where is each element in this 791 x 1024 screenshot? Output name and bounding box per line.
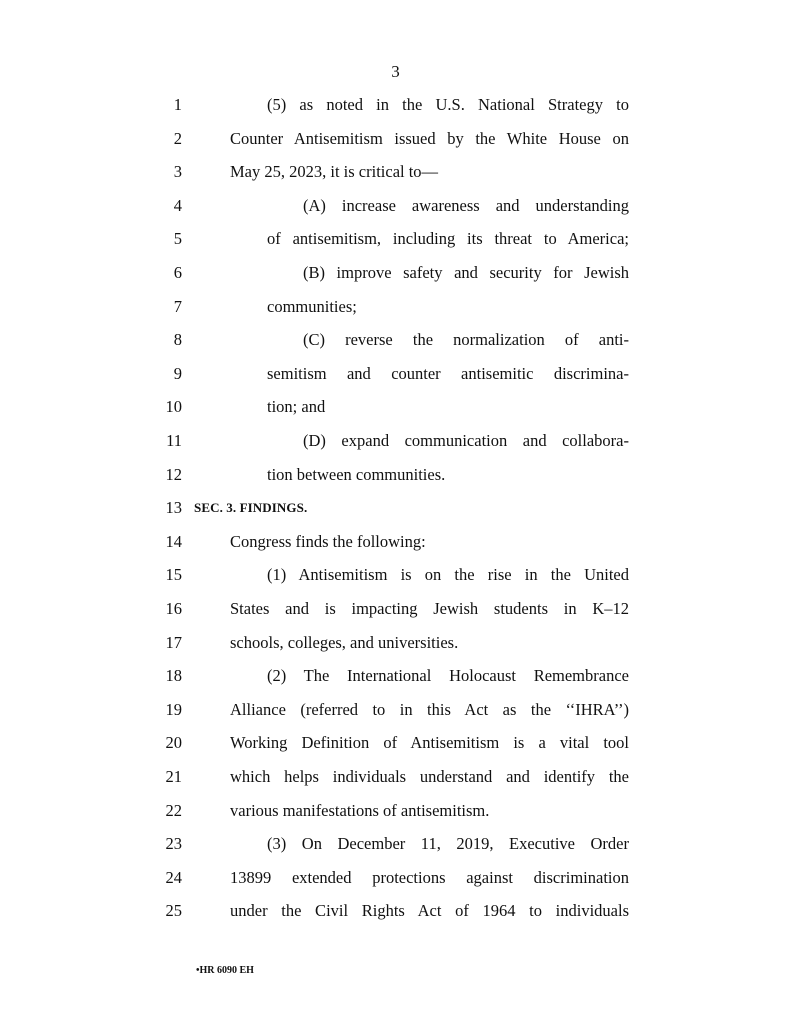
- line-text: May 25, 2023, it is critical to—: [230, 162, 439, 182]
- line-number: 6: [173, 263, 182, 282]
- line-number: 5: [173, 229, 182, 249]
- line-number: 13: [165, 498, 182, 518]
- line-text: Congress finds the following:: [230, 531, 426, 551]
- line-text: 13899 extended protections against discrimination: [230, 867, 629, 887]
- line-number: 19: [165, 699, 182, 719]
- line-text: schools, colleges, and universities.: [230, 632, 459, 652]
- text-line: [0, 530, 791, 554]
- line-text: (A) increase awareness and understanding: [303, 195, 629, 215]
- line-text: (C) reverse the normalization of anti-: [303, 330, 629, 350]
- line-number: 17: [165, 632, 182, 652]
- line-text: (5) as noted in the U.S. National Strategy to: [267, 95, 629, 114]
- text-line: [0, 832, 791, 856]
- line-number: 21: [165, 767, 182, 786]
- line-number: 10: [165, 397, 182, 417]
- line-number: 12: [165, 464, 182, 484]
- text-line: [0, 362, 791, 386]
- line-text: Counter Antisemitism issued by the White House on: [230, 128, 629, 148]
- text-line: [0, 395, 791, 419]
- line-number: 23: [165, 834, 182, 854]
- text-line: [0, 631, 791, 655]
- line-text: semitism and counter antisemitic discrimina-: [267, 363, 629, 383]
- text-line: [0, 160, 791, 184]
- line-number: 18: [165, 666, 182, 686]
- text-line: [0, 799, 791, 823]
- line-text: tion between communities.: [267, 464, 446, 484]
- text-line: [0, 765, 791, 789]
- line-text: various manifestations of antisemitism.: [230, 800, 490, 820]
- line-number: 4: [173, 195, 182, 215]
- text-line: [0, 328, 791, 352]
- line-number: 14: [165, 531, 182, 551]
- line-text: (1) Antisemitism is on the rise in the United: [267, 565, 629, 585]
- text-line: [0, 261, 791, 285]
- text-line: [0, 563, 791, 587]
- line-number: 16: [165, 599, 182, 618]
- line-number: 1: [173, 95, 182, 114]
- line-number: 7: [173, 296, 182, 316]
- line-text: which helps individuals understand and identify the: [230, 767, 629, 786]
- line-text: tion; and: [267, 397, 326, 417]
- text-line: [0, 597, 791, 621]
- line-number: 15: [165, 565, 182, 585]
- text-line: [0, 866, 791, 890]
- line-text: Alliance (referred to in this Act as the ‘‘IHRA’’): [230, 699, 629, 719]
- text-line: [0, 899, 791, 923]
- text-line: [0, 463, 791, 487]
- line-text: (B) improve safety and security for Jewish: [303, 263, 629, 282]
- bill-identifier-footer: •HR 6090 EH: [196, 965, 254, 976]
- text-line: [0, 93, 791, 117]
- text-line: [0, 194, 791, 218]
- line-number: 11: [166, 431, 182, 450]
- line-number: 25: [165, 901, 182, 921]
- line-number: 9: [173, 363, 182, 383]
- section-heading: SEC. 3. FINDINGS.: [194, 500, 308, 516]
- text-line: [0, 429, 791, 453]
- line-number: 8: [173, 330, 182, 350]
- text-line: [0, 664, 791, 688]
- line-number: 20: [165, 733, 182, 753]
- text-line: [0, 295, 791, 319]
- text-line: [0, 227, 791, 251]
- line-text: Working Definition of Antisemitism is a vital tool: [230, 733, 629, 753]
- line-text: (2) The International Holocaust Remembrance: [267, 666, 629, 686]
- line-text: under the Civil Rights Act of 1964 to individuals: [230, 901, 629, 921]
- line-text: (3) On December 11, 2019, Executive Order: [267, 834, 629, 854]
- line-text: communities;: [267, 296, 357, 316]
- text-line: [0, 496, 791, 520]
- text-line: [0, 731, 791, 755]
- line-number: 24: [165, 867, 182, 887]
- line-number: 22: [165, 800, 182, 820]
- text-line: [0, 698, 791, 722]
- line-text: of antisemitism, including its threat to America;: [267, 229, 629, 249]
- line-text: (D) expand communication and collabora-: [303, 431, 629, 450]
- line-text: States and is impacting Jewish students in K–12: [230, 599, 629, 618]
- text-line: [0, 127, 791, 151]
- page-number: 3: [391, 62, 400, 81]
- line-number: 2: [173, 128, 182, 148]
- line-number: 3: [173, 162, 182, 182]
